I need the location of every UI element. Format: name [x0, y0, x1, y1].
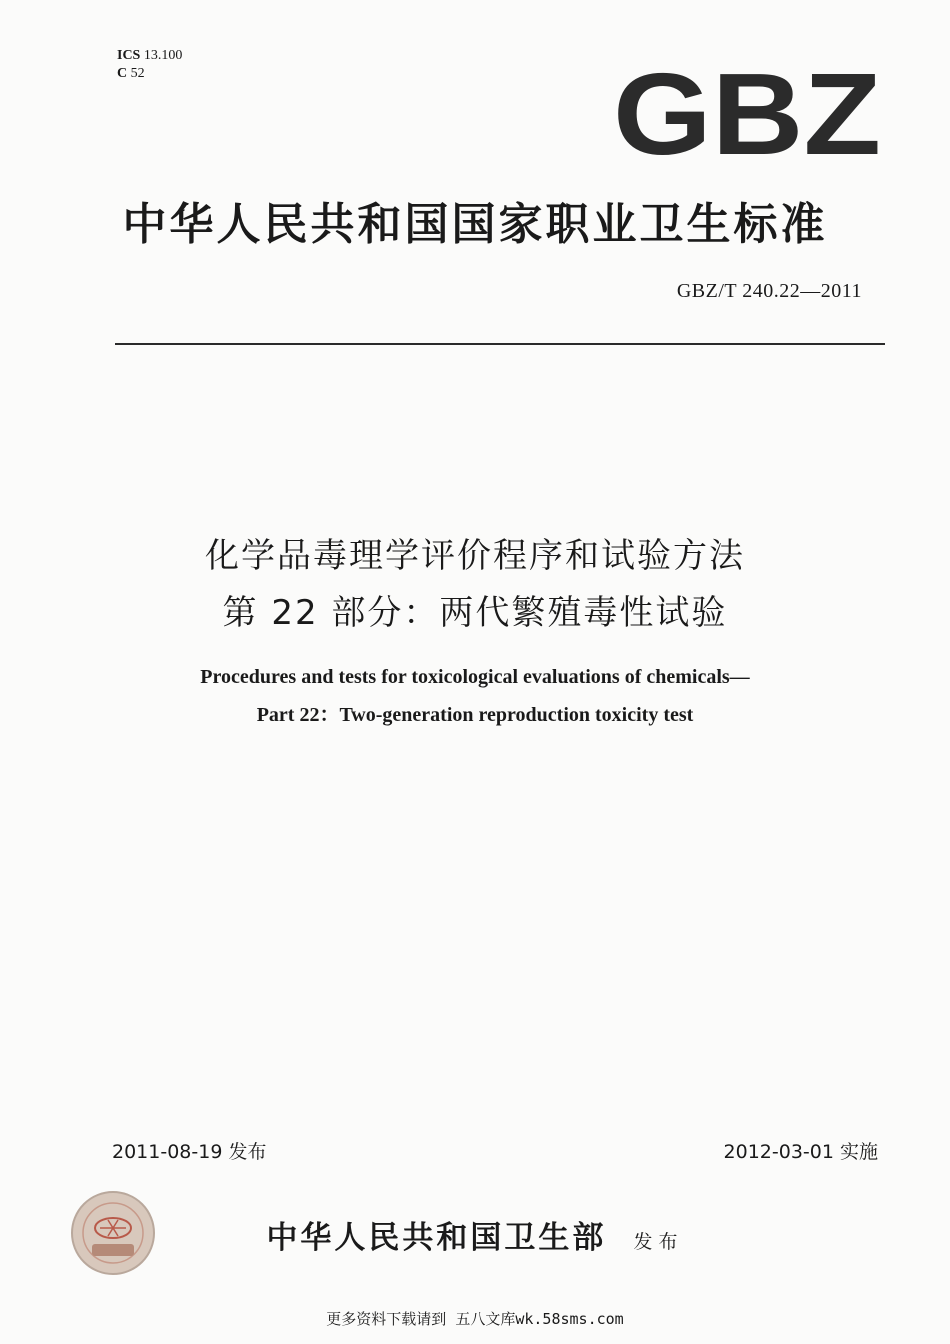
header-divider	[115, 343, 885, 345]
ics-classification	[117, 47, 182, 83]
publisher	[0, 1212, 950, 1257]
english-title-line-1: Procedures and tests for toxicological evaluations of chemicals—	[200, 666, 750, 688]
publisher-name: 中华人民共和国卫生部	[266, 1220, 607, 1256]
english-title-line-2: Part 22：Two-generation reproduction toxicity test	[256, 704, 694, 726]
organization-title: 中华人民共和国国家职业卫生标准	[122, 199, 828, 250]
ics-label: ICS	[117, 48, 141, 63]
ccs-code: 52	[130, 66, 145, 81]
ics-code: 13.100	[143, 48, 183, 63]
publisher-verb: 发布	[633, 1231, 684, 1253]
ccs-label: C	[117, 66, 128, 81]
footer-download-note: 更多资料下载请到 五八文库wk.58sms.com	[326, 1310, 624, 1328]
gbz-logo	[612, 66, 882, 158]
chinese-title-line-1: 化学品毒理学评价程序和试验方法	[205, 536, 745, 576]
implementation-date: 2012-03-01 实施	[723, 1141, 878, 1163]
issue-date: 2011-08-19 发布	[112, 1141, 267, 1163]
standard-number: GBZ/T 240.22—2011	[676, 280, 862, 302]
gbz-logo-text: GBZ	[613, 66, 881, 158]
chinese-title-line-2: 第 22 部分：两代繁殖毒性试验	[222, 593, 728, 633]
